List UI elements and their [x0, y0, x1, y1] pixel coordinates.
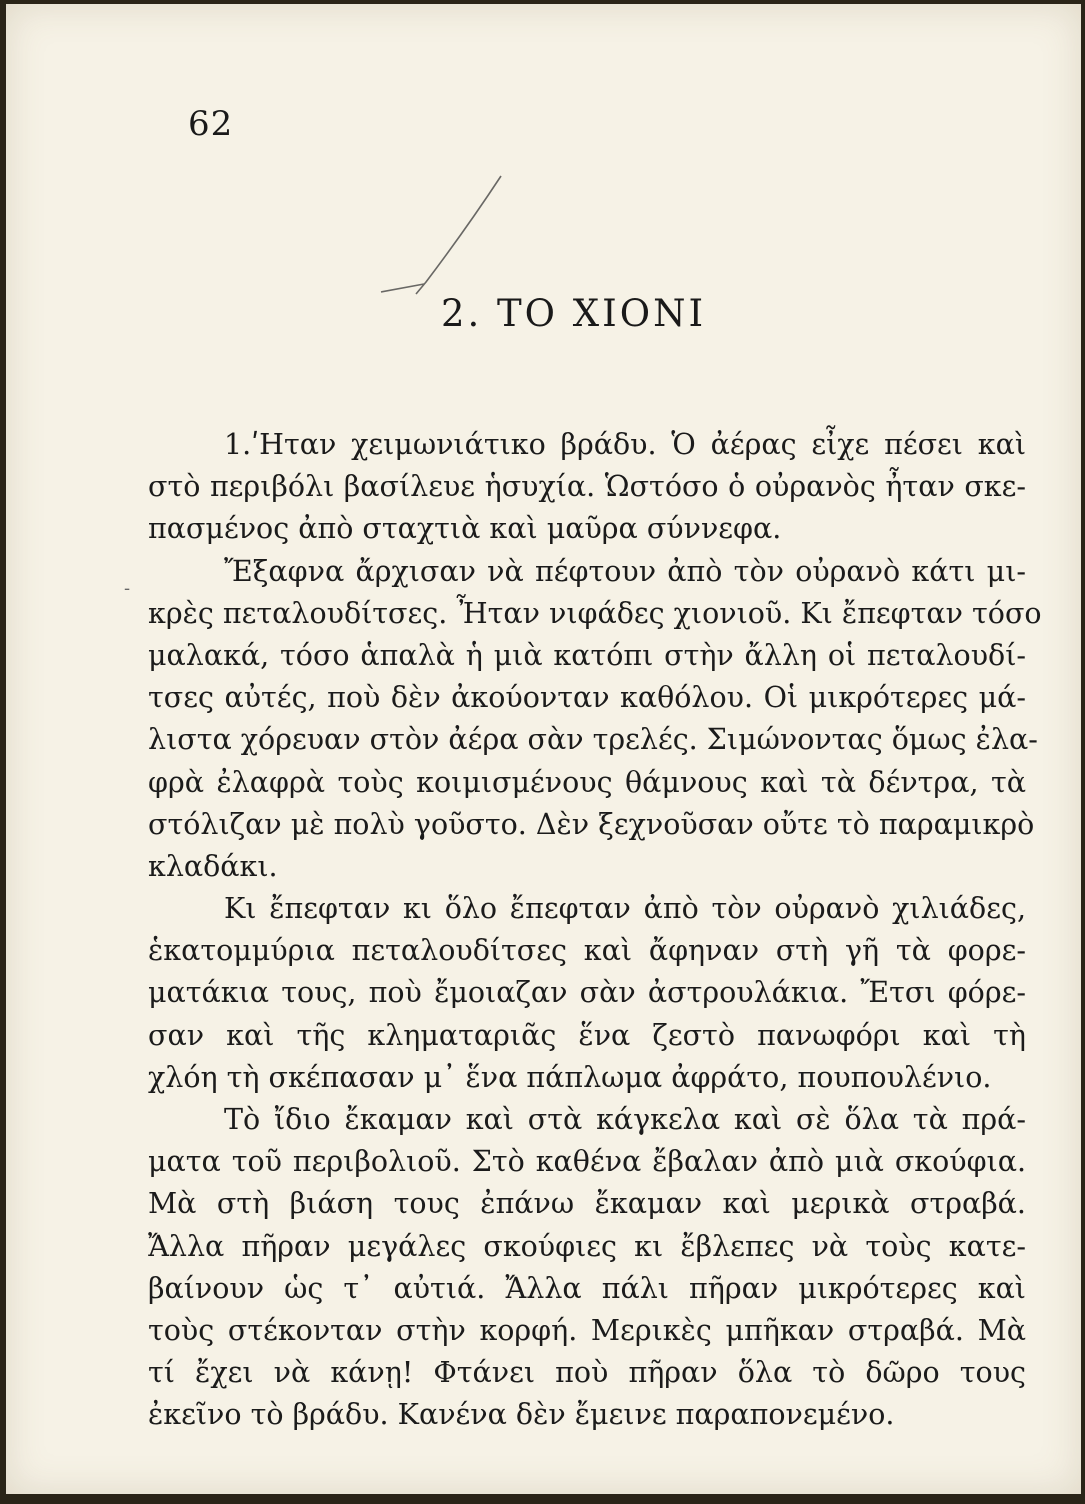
margin-mark: -	[124, 578, 131, 599]
paragraph-3	[148, 888, 1026, 1099]
text-line: κρὲς πεταλουδίτσες. Ἦταν νιφάδες χιονιοῦ. Κι ἔπεφταν τόσο	[148, 596, 1042, 630]
page-number: 62	[188, 104, 234, 144]
text-line: στὸ περιβόλι βασίλευε ἡσυχία. Ὡστόσο ὁ οὐρανὸς ἦταν σκε-	[148, 470, 1026, 504]
text-line: σαν καὶ τῆς κληματαριᾶς ἕνα ζεστὸ πανωφόρι καὶ τὴ	[148, 1018, 1026, 1052]
paragraph-1	[148, 424, 1026, 551]
text-line: Κι ἔπεφταν κι ὅλο ἔπεφταν ἀπὸ τὸν οὐρανὸ χιλιάδες,	[224, 892, 1026, 926]
text-line: ματάκια τους, ποὺ ἔμοιαζαν σὰν ἀστρουλάκια. Ἔτσι φόρε-	[148, 976, 1026, 1010]
text-line: Ἔξαφνα ἄρχισαν νὰ πέφτουν ἀπὸ τὸν οὐρανὸ κάτι μι-	[224, 554, 1026, 588]
pencil-mark-icon	[366, 174, 516, 304]
text-line: τσες αὐτές, ποὺ δὲν ἀκούονταν καθόλου. Οἱ μικρότερες μά-	[148, 681, 1026, 715]
text-line: Μὰ στὴ βιάση τους ἐπάνω ἔκαμαν καὶ μερικὰ στραβά.	[148, 1187, 1026, 1221]
text-line: τί ἔχει νὰ κάνῃ! Φτάνει ποὺ πῆραν ὅλα τὸ δῶρο τους	[148, 1356, 1026, 1390]
text-line: ἑκατομμύρια πεταλουδίτσες καὶ ἄφηναν στὴ γῆ τὰ φορε-	[148, 934, 1026, 968]
book-page	[6, 4, 1081, 1494]
text-line: Τὸ ἴδιο ἔκαμαν καὶ στὰ κάγκελα καὶ σὲ ὅλα τὰ πρά-	[224, 1103, 1026, 1136]
text-line: μαλακά, τόσο ἁπαλὰ ἡ μιὰ κατόπι στὴν ἄλλη οἱ πεταλουδί-	[148, 638, 1026, 672]
paragraph-4	[148, 1099, 1026, 1437]
text-line: χλόη τὴ σκέπασαν μ᾽ ἕνα πάπλωμα ἀφράτο, πουπουλένιο.	[148, 1060, 992, 1094]
text-line: κλαδάκι.	[148, 849, 278, 883]
text-line: ματα τοῦ περιβολιοῦ. Στὸ καθένα ἔβαλαν ἀπὸ μιὰ σκούφια.	[148, 1145, 1026, 1179]
text-line: πασμένος ἀπὸ σταχτιὰ καὶ μαῦρα σύννεφα.	[148, 512, 782, 546]
paragraph-2	[148, 551, 1042, 889]
chapter-title: 2. ΤΟ ΧΙΟΝΙ	[440, 292, 707, 335]
text-line: λιστα χόρευαν στὸν ἀέρα σὰν τρελές. Σιμώνοντας ὅμως ἐλα-	[148, 723, 1038, 757]
text-line: Ἄλλα πῆραν μεγάλες σκούφιες κι ἔβλεπες νὰ τοὺς κατε-	[148, 1229, 1026, 1263]
text-line: ἐκεῖνο τὸ βράδυ. Κανένα δὲν ἔμεινε παραπονεμένο.	[148, 1398, 895, 1432]
text-line: βαίνουν ὡς τ᾽ αὐτιά. Ἄλλα πάλι πῆραν μικρότερες καὶ	[148, 1271, 1026, 1305]
body-text	[148, 424, 1042, 1437]
text-line: τοὺς στέκονταν στὴν κορφή. Μερικὲς μπῆκαν στραβά. Μὰ	[148, 1313, 1026, 1347]
text-line: στόλιζαν μὲ πολὺ γοῦστο. Δὲν ξεχνοῦσαν οὔτε τὸ παραμικρὸ	[148, 807, 1035, 841]
text-line: 1.ʹΗταν χειμωνιάτικο βράδυ. Ὁ ἀέρας εἶχε πέσει καὶ	[224, 428, 1026, 461]
text-line: φρὰ ἐλαφρὰ τοὺς κοιμισμένους θάμνους καὶ τὰ δέντρα, τὰ	[148, 765, 1026, 799]
